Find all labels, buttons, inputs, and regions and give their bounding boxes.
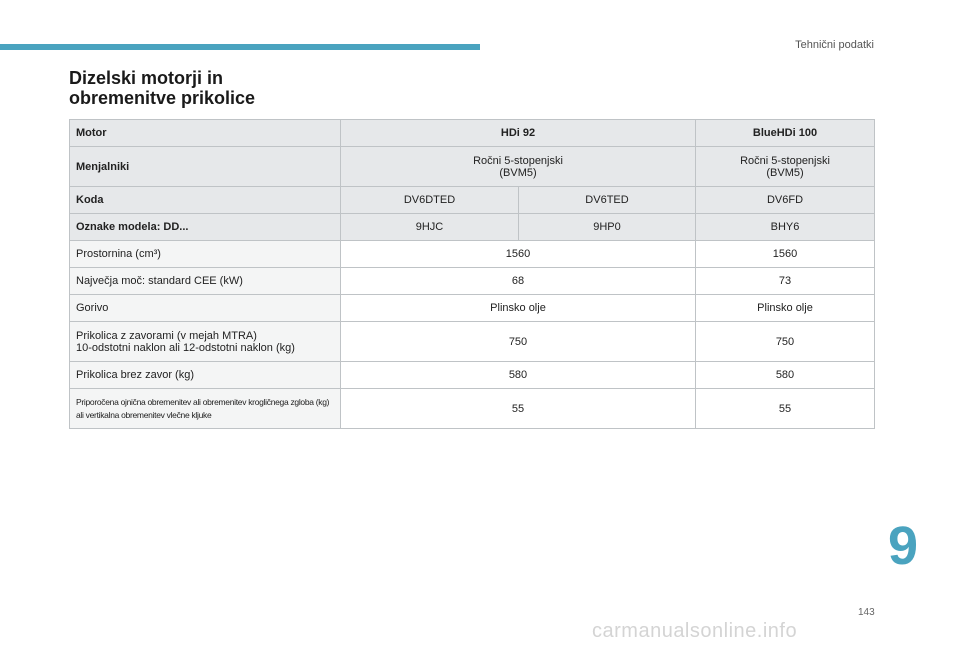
label-line: 10-odstotni naklon ali 12-odstotni naklon (kg) [76,341,295,354]
top-accent-bar [0,44,480,50]
table-cell: 750 [696,322,875,362]
section-header: Tehnični podatki [795,39,874,51]
cell-line: (BVM5) [499,166,537,179]
label-line: Priporočena ojnična obremenitev ali obremenitev krogličnega zgloba (kg) [76,396,330,407]
table-cell: 1560 [341,241,696,268]
table-cell: 55 [696,389,875,429]
row-label [70,322,341,362]
table-cell: DV6FD [696,187,875,214]
label-line: Prikolica z zavorami (v mejah MTRA) [76,329,257,342]
table-row-displacement [70,241,875,268]
table-cell: 73 [696,268,875,295]
table-row-nose-weight [70,389,875,429]
row-label: Prikolica brez zavor (kg) [70,362,341,389]
table-cell: 580 [696,362,875,389]
row-label: Največja moč: standard CEE (kW) [70,268,341,295]
table-row-fuel [70,295,875,322]
table-cell: 9HJC [341,214,519,241]
table-row-unbraked-trailer [70,362,875,389]
table-row-code [70,187,875,214]
title-line-2: obremenitve prikolice [69,88,256,108]
row-label: Menjalniki [70,147,341,187]
table-cell: 1560 [696,241,875,268]
title-line-1: Dizelski motorji in [69,68,224,88]
cell-gearbox-hdi92 [341,147,696,187]
table-cell: DV6TED [519,187,696,214]
table-cell: BHY6 [696,214,875,241]
table-cell: 55 [341,389,696,429]
table-cell: Plinsko olje [341,295,696,322]
cell-gearbox-bluehdi100 [696,147,875,187]
row-label: Motor [70,120,341,147]
row-label: Gorivo [70,295,341,322]
cell-bluehdi100: BlueHDi 100 [696,120,875,147]
cell-line: (BVM5) [766,166,804,179]
label-line: ali vertikalna obremenitev vlečne kljuke [76,409,212,420]
table-cell: 580 [341,362,696,389]
row-label: Prostornina (cm³) [70,241,341,268]
table-row-model-codes [70,214,875,241]
cell-line: Ročni 5-stopenjski [473,154,563,167]
page-number: 143 [858,607,875,618]
table-cell: DV6DTED [341,187,519,214]
cell-hdi92: HDi 92 [341,120,696,147]
watermark: carmanualsonline.info [592,620,798,642]
table-row-braked-trailer [70,322,875,362]
table-cell: Plinsko olje [696,295,875,322]
table-cell: 750 [341,322,696,362]
row-label: Oznake modela: DD... [70,214,341,241]
row-label: Koda [70,187,341,214]
page-title [69,68,255,108]
table-cell: 9HP0 [519,214,696,241]
diesel-engines-table [69,119,875,429]
row-label [70,389,341,429]
table-row-motor [70,120,875,147]
table-row-max-power [70,268,875,295]
chapter-number: 9 [888,516,919,576]
table-cell: 68 [341,268,696,295]
cell-line: Ročni 5-stopenjski [740,154,830,167]
table-row-gearbox [70,147,875,187]
